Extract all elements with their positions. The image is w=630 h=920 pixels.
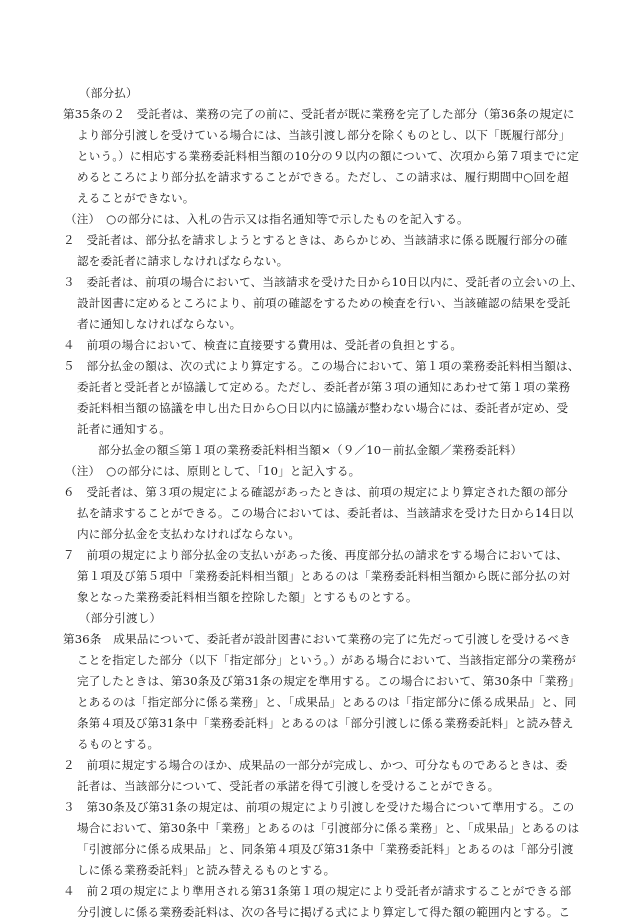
paragraph-3-line: 設計図書に定めるところにより、前項の確認をするための検査を行い、当該確認の結果を受託 [77,296,571,310]
paragraph-2-line: ２ 受託者は、部分払を請求しようとするときは、あらかじめ、当該請求に係る既履行部分の確 [63,233,568,247]
paragraph-7-line: ７ 前項の規定により部分払金の支払いがあった後、再度部分払の請求をする場合においては、 [63,548,568,562]
heading-partial-delivery: （部分引渡し） [79,611,162,625]
note-line: （注） ○の部分には、入札の告示又は指名通知等で示したものを記入する。 [65,212,469,226]
article-36-paragraph-2-line: ２ 前項に規定する場合のほか、成果品の一部分が完成し、かつ、可分なものであるときは、委 [63,758,568,772]
article-35-2-line: という。）に相応する業務委託料相当額の10分の９以内の額について、次項から第７項までに定 [77,149,580,163]
paragraph-6-line: 払を請求することができる。この場合においては、委託者は、当該請求を受けた日から14日以 [77,506,574,520]
paragraph-5-line: 委託者と受託者とが協議して定める。ただし、委託者が第３項の通知にあわせて第１項の業務 [77,380,571,394]
formula-line: 部分払金の額≦第１項の業務委託料相当額×（９／10－前払金額／業務委託料） [98,443,523,457]
article-35-2-line: より部分引渡しを受けている場合には、当該引渡し部分を除くものとし、以下「既履行部分」 [77,128,571,142]
paragraph-3-line: ３ 委託者は、前項の場合において、当該請求を受けた日から10日以内に、受託者の立会いの上、 [63,275,583,289]
paragraph-3-line: 者に通知しなければならない。 [77,317,242,331]
article-36-line: るものとする。 [77,737,160,751]
article-36-line: 条第４項及び第31条中「業務委託料」とあるのは「部分引渡しに係る業務委託料」と読み替え [77,716,574,730]
note-line: （注） ○の部分には、原則として、「10」と記入する。 [65,464,361,478]
article-36-paragraph-3-line: 場合において、第30条中「業務」とあるのは「引渡部分に係る業務」と、「成果品」とあるのは [77,821,580,835]
paragraph-5-line: 委託料相当額の協議を申し出た日から○日以内に協議が整わない場合には、委託者が定め、受 [77,401,569,415]
article-36-paragraph-3-line: 「引渡部分に係る成果品」と、同条第４項及び第31条中「業務委託料」とあるのは「部分引渡 [77,842,574,856]
article-36-paragraph-3-line: しに係る業務委託料」と読み替えるものとする。 [77,863,336,877]
article-35-2-line: めるところにより部分払を請求することができる。ただし、この請求は、履行期間中○回を超 [77,170,569,184]
paragraph-6-line: 内に部分払金を支払わなければならない。 [77,527,301,541]
article-36-paragraph-3-line: ３ 第30条及び第31条の規定は、前項の規定により引渡しを受けた場合について準用する。この [63,800,575,814]
paragraph-5-line: 託者に通知する。 [77,422,171,436]
paragraph-6-line: ６ 受託者は、第３項の規定による確認があったときは、前項の規定により算定された額の部分 [63,485,568,499]
paragraph-5-line: ５ 部分払金の額は、次の式により算定する。この場合において、第１項の業務委託料相当額は、 [63,359,580,373]
article-36-paragraph-2-line: 託者は、当該部分について、受託者の承諾を得て引渡しを受けることができる。 [77,779,500,793]
article-35-2-line: えることができない。 [77,191,195,205]
article-36-line: 完了したときは、第30条及び第31条の規定を準用する。この場合において、第30条中「業務」 [77,674,580,688]
article-36-line: ことを指定した部分（以下「指定部分」という。）がある場合において、当該指定部分の業務が [77,653,576,667]
heading-partial-payment: （部分払） [79,86,138,100]
paragraph-4-line: ４ 前項の場合において、検査に直接要する費用は、受託者の負担とする。 [63,338,463,352]
article-36-line: 第36条 成果品について、委託者が設計図書において業務の完了に先だって引渡しを受けるべき [63,632,571,646]
article-35-2-line: 第35条の２ 受託者は、業務の完了の前に、受託者が既に業務を完了した部分（第36条の規定に [63,107,575,121]
paragraph-2-line: 認を委託者に請求しなければならない。 [77,254,289,268]
paragraph-7-line: 象となった業務委託料相当額を控除した額」とするものとする。 [77,590,418,604]
article-36-paragraph-4-line: 分引渡しに係る業務委託料は、次の各号に掲げる式により算定して得た額の範囲内とする。こ [77,905,571,919]
article-36-line: とあるのは「指定部分に係る業務」と、「成果品」とあるのは「指定部分に係る成果品」と、同 [77,695,577,709]
article-36-paragraph-4-line: ４ 前２項の規定により準用される第31条第１項の規定により受託者が請求することができる部 [63,884,572,898]
paragraph-7-line: 第１項及び第５項中「業務委託料相当額」とあるのは「業務委託料相当額から既に部分払の対 [77,569,571,583]
